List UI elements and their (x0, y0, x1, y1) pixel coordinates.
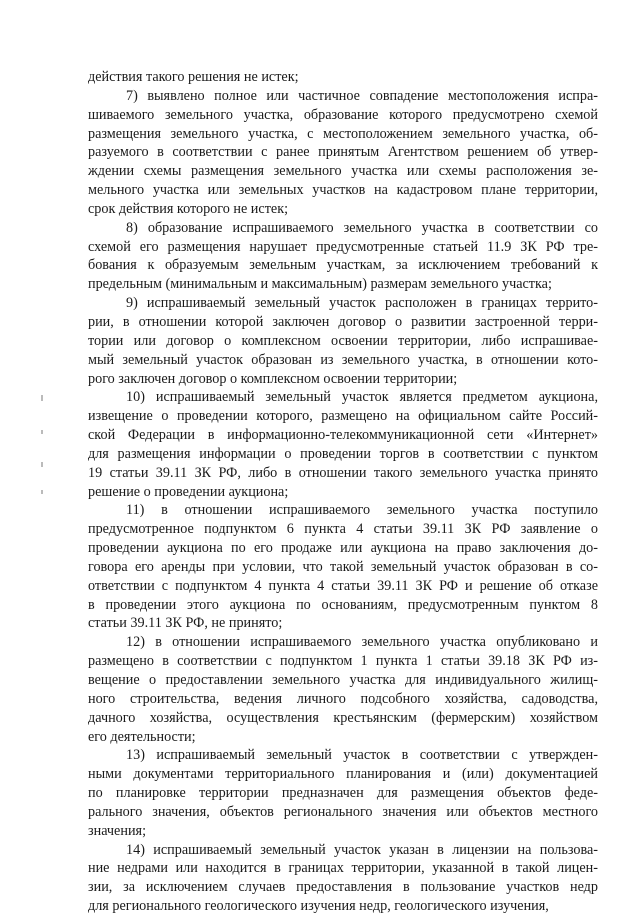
text-line: 11) в отношении испрашиваемого земельного участка поступило (126, 502, 598, 519)
text-line: дачного хозяйства, осуществления крестьянским (фермерским) хозяйством (88, 709, 598, 726)
paragraph (88, 388, 598, 501)
text-line: разуемого в соответствии с ранее принятым Агентством решением об утвер- (88, 144, 598, 161)
text-line: значения; (88, 822, 147, 839)
text-line: размещено в соответствии с подпунктом 1 пункта 1 статьи 39.18 ЗК РФ из- (88, 653, 598, 670)
paragraph (88, 746, 598, 840)
paragraph (88, 87, 598, 219)
text-line: ответствии с подпунктом 4 пункта 4 статьи 39.11 ЗК РФ и решение об отказе (88, 577, 598, 594)
text-line: для регионального геологического изучения недр, геологического изучения, (88, 898, 549, 915)
text-line: вещение о предоставлении земельного участка для индивидуального жилищ- (88, 672, 598, 688)
text-line: 12) в отношении испрашиваемого земельного участка опубликовано и (126, 634, 598, 651)
scan-margin-mark (41, 395, 43, 401)
text-line: для размещения информации о проведении торгов в соответствии с пунктом (88, 445, 598, 462)
document-page (88, 68, 598, 916)
paragraph (88, 68, 598, 87)
text-line: предельным (минимальным и максимальным) размерам земельного участка; (88, 276, 552, 293)
text-line: говора его аренды при условии, что такой земельный участок образован в со- (88, 558, 598, 575)
text-line: шиваемого земельного участка, образование которого предусмотрено схемой (88, 106, 598, 123)
text-line: извещение о проведении которого, размещено на официальном сайте Россий- (88, 408, 598, 425)
paragraph (88, 501, 598, 633)
text-line: зии, за исключением случаев предоставления в пользование участков недр (88, 879, 598, 896)
text-line: 8) образование испрашиваемого земельного участка в соответствии со (126, 219, 598, 236)
text-line: схемой его размещения нарушает предусмотренные статьей 11.9 ЗК РФ тре- (88, 238, 598, 255)
text-line: ской Федерации в информационно-телекоммуникационной сети «Интернет» (88, 427, 598, 444)
text-line: 9) испрашиваемый земельный участок расположен в границах террито- (126, 295, 598, 312)
text-line: ными документами территориального планирования и (или) документацией (88, 766, 598, 783)
text-line: его деятельности; (88, 728, 196, 745)
text-line: 14) испрашиваемый земельный участок указан в лицензии на пользова- (126, 841, 598, 858)
text-line: действия такого решения не истек; (88, 69, 299, 85)
text-line: мый земельный участок образован из земельного участка, в отношении кото- (88, 351, 598, 368)
paragraph (88, 633, 598, 746)
text-line: по планировке территории предназначен для размещения объектов феде- (88, 785, 598, 802)
text-line: проведении аукциона по его продаже или аукциона на право заключения до- (88, 540, 598, 557)
text-line: 10) испрашиваемый земельный участок является предметом аукциона, (126, 389, 598, 406)
text-line: бования к образуемым земельным участкам, за исключением требований к (88, 257, 598, 274)
text-line: рии, в отношении которой заключен договор о развитии застроенной терри- (88, 313, 598, 330)
scan-margin-mark (41, 462, 43, 467)
scan-margin-mark (41, 490, 43, 494)
scan-margin-mark (41, 430, 43, 434)
text-line: ждении схемы размещения земельного участка или схемы расположения зе- (88, 163, 598, 180)
text-line: тории или договор о комплексном освоении территории, либо испрашивае- (88, 332, 598, 349)
paragraph (88, 294, 598, 388)
text-line: мельного участка или земельных участков на кадастровом плане территории, (88, 182, 598, 199)
text-line: ного строительства, ведения личного подсобного хозяйства, садоводства, (88, 690, 598, 707)
paragraph (88, 219, 598, 294)
text-line: в проведении этого аукциона по основаниям, предусмотренным пунктом 8 (88, 596, 598, 613)
text-line: 13) испрашиваемый земельный участок в соответствии с утвержден- (126, 747, 598, 764)
text-line: 19 статьи 39.11 ЗК РФ, либо в отношении такого земельного участка принято (88, 464, 598, 481)
text-line: предусмотренное подпунктом 6 пункта 4 статьи 39.11 ЗК РФ заявление о (88, 521, 598, 538)
text-line: срок действия которого не истек; (88, 200, 289, 217)
text-line: рального значения, объектов регионального значения или объектов местного (88, 803, 598, 820)
text-line: решение о проведении аукциона; (88, 483, 289, 500)
text-line: статьи 39.11 ЗК РФ, не принято; (88, 615, 283, 632)
text-line: 7) выявлено полное или частичное совпадение местоположения испра- (126, 87, 598, 104)
text-line: размещения земельного участка, с местоположением земельного участка, об- (88, 125, 598, 142)
text-line: рого заключен договор о комплексном освоении территории; (88, 370, 458, 387)
text-line: ние недрами или находится в границах территории, указанной в такой лицен- (88, 860, 598, 877)
